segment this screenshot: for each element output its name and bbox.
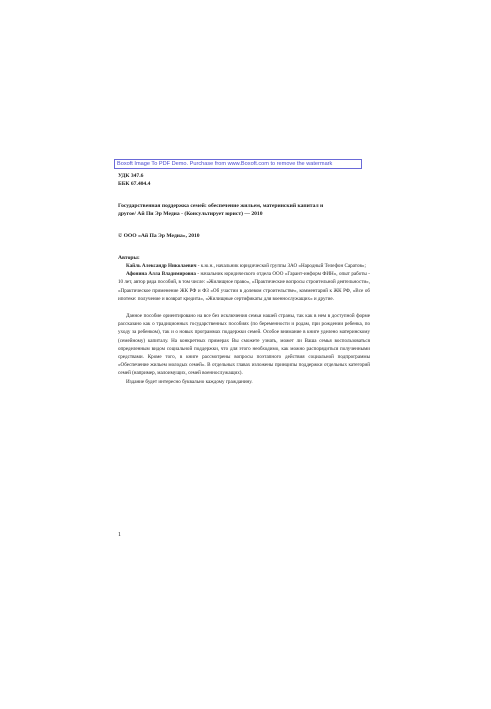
udk-code: УДК 347.6 xyxy=(118,173,144,179)
book-title xyxy=(118,202,370,218)
description-closing: Издание будет интересно буквально каждому гражданину. xyxy=(126,378,253,385)
book-title-line-2: другое/ Ай Пи Эр Медиа - (Консультирует юрист) — 2010 xyxy=(118,211,263,217)
page-number: 1 xyxy=(118,532,121,538)
copyright-notice: © ООО «Ай Па Эр Медиа», 2010 xyxy=(118,233,200,239)
author-name-1: Кайль Александр Николаевич xyxy=(126,263,197,269)
author-info-1: - к.ю.н., начальник юридической группы ЗАО «Народный Телефон Саратов»; xyxy=(196,263,366,269)
description-paragraph: Данное пособие ориентировано на все без исключения семьи нашей страны, так как в нем в доступной форме рассказано как о традиционных государственных пособиях (по беременности и родам, при рождении ребенка, по уходу за ребенком), так и о новых программах поддержки семей. Особое внимание в книге уделено материнскому (семейному) капиталу. На конкретных примерах Вы сможете узнать, может ли Ваша семья воспользоваться определенным видом социальной поддержки, что для этого необходимо, как можно распорядиться полученными средствами. Кроме того, в книге рассмотрены вопросы поэтапного действия социальной подпрограммы «Обеспечение жильем молодых семей». В отдельных главах изложены принципы поддержки отдельных категорий семей (например, малоимущих, семей военнослужащих). xyxy=(118,313,370,377)
author-entry-1 xyxy=(118,262,370,270)
author-entry-2 xyxy=(118,270,370,303)
watermark-banner: Boxoft Image To PDF Demo. Purchase from www.Boxoft.com to remove the watermark xyxy=(114,159,362,169)
document-page xyxy=(118,172,370,386)
author-info-2: - начальник юридического отдела ООО «Гарант-информ ФИН», опыт работы - 10 лет, автор ряда пособий, в том числе: «Жилищное право», «Практические вопросы строительной деятельности», «Практическое применение ЖК РФ и ФЗ «Об участии в долевом строительстве», комментарий к ЖК РФ, «Все об ипотеке: получение и возврат кредита», «Жилищные сертификаты для военнослужащих» и другие. xyxy=(118,271,370,302)
bbk-code: ББК 67.404.4 xyxy=(118,181,151,187)
authors-heading: Авторы: xyxy=(118,255,140,261)
book-title-line-1: Государственная поддержка семей: обеспечение жильем, материнский капитал и xyxy=(118,203,324,209)
author-name-2: Афонина Алла Владимировна xyxy=(126,271,196,278)
